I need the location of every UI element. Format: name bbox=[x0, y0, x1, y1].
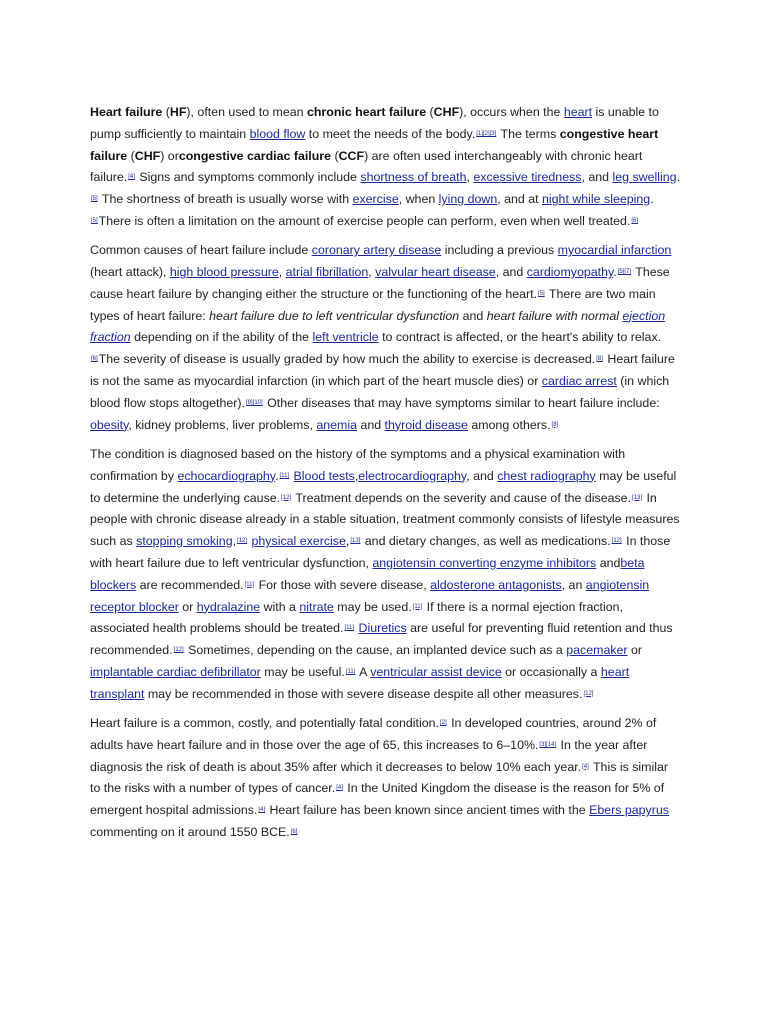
citation bbox=[582, 764, 589, 770]
citation bbox=[245, 582, 255, 588]
citation-link[interactable]: [6] bbox=[91, 356, 98, 363]
citation bbox=[91, 196, 98, 202]
body-text: is unable to pump sufficiently to maintain bbox=[90, 105, 659, 141]
body-text: Heart failure is not the same as myocardial infarction (in which part of the heart muscle dies) or bbox=[90, 352, 675, 389]
citation-link[interactable]: [11] bbox=[244, 581, 255, 588]
citation bbox=[440, 720, 447, 726]
citation bbox=[596, 356, 603, 362]
bold-term: chronic heart failure bbox=[306, 105, 427, 119]
wiki-link[interactable]: aldosterone antagonists bbox=[430, 577, 562, 592]
wiki-link[interactable]: blood flow bbox=[249, 126, 306, 141]
article-paragraph bbox=[90, 444, 680, 706]
wiki-link[interactable]: angiotensin receptor blocker bbox=[90, 577, 650, 614]
citation-link[interactable]: [4] bbox=[258, 807, 266, 814]
citation-link[interactable]: [5] bbox=[91, 196, 98, 203]
wiki-link[interactable]: nitrate bbox=[299, 599, 334, 614]
body-text: are useful for preventing fluid retention and thus recommended. bbox=[90, 621, 673, 658]
body-text: The shortness of breath is usually worse with bbox=[98, 192, 353, 207]
wiki-link[interactable]: high blood pressure bbox=[169, 265, 279, 280]
citation bbox=[91, 356, 98, 362]
bold-term: CHF bbox=[433, 105, 460, 119]
body-text: The severity of disease is usually graded by how much the ability to exercise is decreased. bbox=[98, 352, 596, 367]
wiki-link[interactable]: Diuretics bbox=[358, 621, 407, 636]
body-text: , and bbox=[495, 265, 527, 280]
body-text: ) or bbox=[160, 148, 179, 163]
article-paragraph bbox=[90, 713, 680, 844]
body-text: ( bbox=[162, 105, 170, 119]
body-text: ( bbox=[127, 148, 135, 163]
body-text: In people with chronic disease already in a stable situation, treatment commonly consists of lifestyle measures such as bbox=[90, 490, 680, 549]
body-text: There are two main types of heart failure: bbox=[90, 286, 656, 323]
wiki-link[interactable]: beta blockers bbox=[90, 555, 645, 592]
bold-term: CCF bbox=[338, 148, 365, 163]
bold-term: Heart failure bbox=[90, 105, 163, 119]
wiki-link[interactable]: stopping smoking bbox=[136, 534, 233, 549]
citation-link[interactable]: [11] bbox=[345, 668, 356, 675]
citation-link[interactable]: [12] bbox=[237, 538, 248, 545]
wiki-link[interactable]: pacemaker bbox=[566, 643, 628, 658]
citation bbox=[612, 538, 622, 544]
wiki-link[interactable]: exercise bbox=[352, 192, 399, 207]
body-text: among others. bbox=[467, 417, 551, 432]
citation-link[interactable]: [5][7] bbox=[617, 269, 632, 276]
wiki-link[interactable]: night while sleeping bbox=[542, 192, 651, 207]
body-text: Heart failure has been known since ancient times with the bbox=[266, 803, 590, 818]
citation bbox=[128, 174, 135, 180]
citation-link[interactable]: [6] bbox=[290, 829, 298, 835]
wiki-link[interactable]: chest radiography bbox=[497, 468, 596, 483]
body-text: may be useful. bbox=[260, 664, 345, 679]
citation bbox=[258, 807, 265, 813]
citation bbox=[344, 625, 354, 631]
citation bbox=[280, 473, 290, 479]
wiki-link[interactable]: cardiomyopathy bbox=[526, 265, 614, 280]
citation-link[interactable]: [13] bbox=[632, 494, 643, 501]
body-text: For those with severe disease, bbox=[255, 577, 431, 592]
citation bbox=[583, 691, 593, 697]
body-text: Other diseases that may have symptoms similar to heart failure include: bbox=[263, 395, 660, 410]
citation-link[interactable]: [8] bbox=[551, 421, 559, 428]
bold-term: congestive cardiac failure bbox=[178, 148, 332, 163]
citation-link[interactable]: [12] bbox=[281, 494, 292, 501]
wiki-link[interactable]: angiotensin converting enzyme inhibitors bbox=[372, 555, 597, 570]
citation bbox=[539, 742, 556, 748]
citation-link[interactable]: [11] bbox=[412, 603, 423, 610]
citation-link[interactable]: [6] bbox=[631, 217, 639, 224]
citation-link[interactable]: [12] bbox=[611, 538, 622, 545]
body-text: , kidney problems, liver problems, bbox=[128, 417, 317, 432]
wiki-link[interactable]: myocardial infarction bbox=[557, 243, 672, 258]
article-body bbox=[90, 102, 680, 851]
body-text: are recommended. bbox=[136, 577, 244, 592]
article-paragraph bbox=[90, 240, 680, 436]
bold-term: congestive heart failure bbox=[90, 126, 659, 163]
body-text: In the year after diagnosis the risk of death is about 35% after which it decreases to below 10% each year. bbox=[90, 737, 648, 774]
body-text: In developed countries, around 2% of adults have heart failure and in those over the age of 65, this increases to 6–10%. bbox=[90, 716, 657, 752]
citation bbox=[552, 422, 559, 428]
body-text: may be recommended in those with severe disease despite all other measures. bbox=[144, 686, 583, 701]
citation bbox=[476, 131, 496, 137]
bold-term: CHF bbox=[134, 148, 161, 163]
body-text: and bbox=[356, 417, 385, 432]
body-text: In those with heart failure due to left ventricular dysfunction, bbox=[90, 534, 671, 570]
citation-link[interactable]: [12] bbox=[583, 690, 594, 697]
body-text: (heart attack), bbox=[90, 265, 170, 280]
body-text: depending on if the ability of the bbox=[130, 330, 313, 345]
citation-link[interactable]: [4] bbox=[336, 785, 343, 792]
citation-link[interactable]: [4] bbox=[582, 763, 589, 770]
wiki-link[interactable]: anemia bbox=[316, 417, 357, 432]
wiki-link[interactable]: Ebers papyrus bbox=[589, 803, 669, 818]
body-text: . bbox=[650, 192, 654, 207]
wiki-link[interactable]: atrial fibrillation bbox=[285, 265, 369, 280]
body-text: and bbox=[596, 555, 621, 570]
citation-link[interactable]: [3][14] bbox=[539, 741, 557, 748]
wiki-link[interactable]: obesity bbox=[90, 417, 129, 432]
body-text: to meet the needs of the body. bbox=[305, 126, 476, 141]
citation bbox=[538, 291, 545, 297]
citation bbox=[91, 218, 98, 224]
body-text: There is often a limitation on the amount of exercise people can perform, even when well treated. bbox=[98, 213, 631, 228]
wiki-link[interactable]: ventricular assist device bbox=[370, 664, 502, 679]
body-text: If there is a normal ejection fraction, associated health problems should be treated. bbox=[90, 599, 623, 636]
body-text: , bbox=[278, 265, 286, 280]
citation bbox=[413, 604, 423, 610]
citation-link[interactable]: [9][10] bbox=[245, 399, 263, 406]
body-text: commenting on it around 1550 BCE. bbox=[90, 825, 290, 839]
citation bbox=[350, 538, 360, 544]
body-text: may be useful to determine the underlying cause. bbox=[90, 468, 677, 505]
wiki-link[interactable]: heart transplant bbox=[90, 664, 630, 701]
wiki-link[interactable]: hydralazine bbox=[196, 599, 261, 614]
citation-link[interactable]: [4] bbox=[128, 174, 135, 181]
wiki-link[interactable]: valvular heart disease bbox=[375, 265, 496, 280]
citation-link[interactable]: [11] bbox=[279, 472, 290, 479]
body-text: to contract is affected, or the heart's ability to relax. bbox=[378, 330, 662, 345]
citation-link[interactable]: [5] bbox=[538, 290, 545, 297]
citation bbox=[281, 495, 291, 501]
body-text: with a bbox=[260, 599, 300, 614]
citation-link[interactable]: [5] bbox=[91, 217, 98, 224]
wiki-link[interactable]: electrocardiography bbox=[358, 468, 467, 483]
citation bbox=[632, 495, 642, 501]
body-text: , bbox=[354, 468, 359, 483]
body-text: ), occurs when the bbox=[459, 105, 564, 119]
body-text: This is similar to the risks with a number of types of cancer. bbox=[90, 759, 669, 796]
citation bbox=[631, 218, 638, 224]
wiki-link[interactable]: left ventricle bbox=[312, 330, 379, 345]
citation bbox=[174, 647, 184, 653]
body-text: , bbox=[345, 534, 350, 549]
body-text: ) are often used interchangeably with chronic heart failure. bbox=[90, 148, 643, 185]
wiki-link[interactable]: thyroid disease bbox=[384, 417, 468, 432]
bold-term: HF bbox=[169, 105, 187, 119]
citation-link[interactable]: [8] bbox=[596, 356, 603, 363]
body-text: Heart failure is a common, costly, and potentially fatal condition. bbox=[90, 716, 439, 731]
body-text: , bbox=[466, 170, 474, 185]
wiki-link[interactable]: shortness of breath bbox=[360, 170, 467, 185]
citation bbox=[291, 829, 298, 835]
italic-text: heart failure due to left ventricular dysfunction bbox=[209, 308, 460, 323]
body-text: or bbox=[178, 599, 197, 614]
body-text: The condition is diagnosed based on the history of the symptoms and a physical examination with confirmation by bbox=[90, 446, 626, 483]
body-text: and bbox=[459, 308, 487, 323]
citation-link[interactable]: [13] bbox=[350, 538, 361, 545]
body-text: ( bbox=[331, 148, 339, 163]
wiki-link[interactable]: physical exercise bbox=[251, 534, 346, 549]
wiki-link[interactable]: lying down bbox=[438, 192, 498, 207]
citation bbox=[246, 400, 263, 406]
italic-text: heart failure with normal bbox=[486, 308, 623, 323]
wiki-link[interactable]: ejection fraction bbox=[90, 308, 666, 345]
body-text: , and bbox=[581, 170, 613, 185]
body-text: , and bbox=[466, 468, 498, 483]
wiki-link[interactable]: Blood tests bbox=[293, 468, 355, 483]
wiki-link[interactable]: cardiac arrest bbox=[541, 374, 617, 389]
body-text: , and at bbox=[497, 192, 543, 207]
body-text: . bbox=[613, 265, 617, 280]
citation bbox=[346, 669, 356, 675]
body-text: Signs and symptoms commonly include bbox=[135, 170, 361, 185]
article-paragraph bbox=[90, 102, 680, 233]
body-text: ), often used to mean bbox=[186, 105, 307, 119]
body-text: Common causes of heart failure include bbox=[90, 243, 312, 258]
wiki-link[interactable]: coronary artery disease bbox=[311, 243, 442, 258]
body-text: , when bbox=[398, 192, 439, 207]
citation-link[interactable]: [1][2][3] bbox=[476, 130, 497, 137]
body-text: , bbox=[232, 534, 237, 549]
body-text: ( bbox=[426, 105, 434, 119]
body-text: or occasionally a bbox=[501, 664, 601, 679]
body-text: . bbox=[676, 170, 681, 185]
citation bbox=[618, 269, 631, 275]
body-text: Sometimes, depending on the cause, an implanted device such as a bbox=[184, 643, 567, 658]
body-text: or bbox=[627, 643, 643, 658]
body-text: and dietary changes, as well as medications. bbox=[361, 534, 611, 549]
body-text: , an bbox=[561, 577, 586, 592]
wiki-link[interactable]: implantable cardiac defibrillator bbox=[90, 664, 261, 679]
body-text: These cause heart failure by changing either the structure or the functioning of the heart. bbox=[90, 265, 670, 301]
citation-link[interactable]: [11] bbox=[344, 625, 355, 632]
body-text: The terms bbox=[497, 126, 560, 141]
citation-link[interactable]: [2] bbox=[439, 720, 447, 727]
body-text: A bbox=[356, 664, 371, 679]
citation bbox=[336, 785, 343, 791]
wiki-link[interactable]: echocardiography bbox=[177, 468, 276, 483]
wiki-link[interactable]: excessive tiredness bbox=[473, 170, 582, 185]
body-text: In the United Kingdom the disease is the reason for 5% of emergent hospital admissions. bbox=[90, 781, 665, 818]
body-text: Treatment depends on the severity and cause of the disease. bbox=[292, 490, 632, 505]
wiki-link[interactable]: leg swelling bbox=[612, 170, 677, 185]
wiki-link[interactable]: heart bbox=[563, 105, 593, 119]
body-text: including a previous bbox=[441, 243, 558, 258]
citation-link[interactable]: [12] bbox=[173, 647, 184, 654]
body-text: (in which blood flow stops altogether). bbox=[90, 374, 670, 410]
citation bbox=[237, 538, 247, 544]
body-text: , bbox=[368, 265, 376, 280]
body-text: . bbox=[275, 468, 279, 483]
body-text: may be used. bbox=[333, 599, 412, 614]
